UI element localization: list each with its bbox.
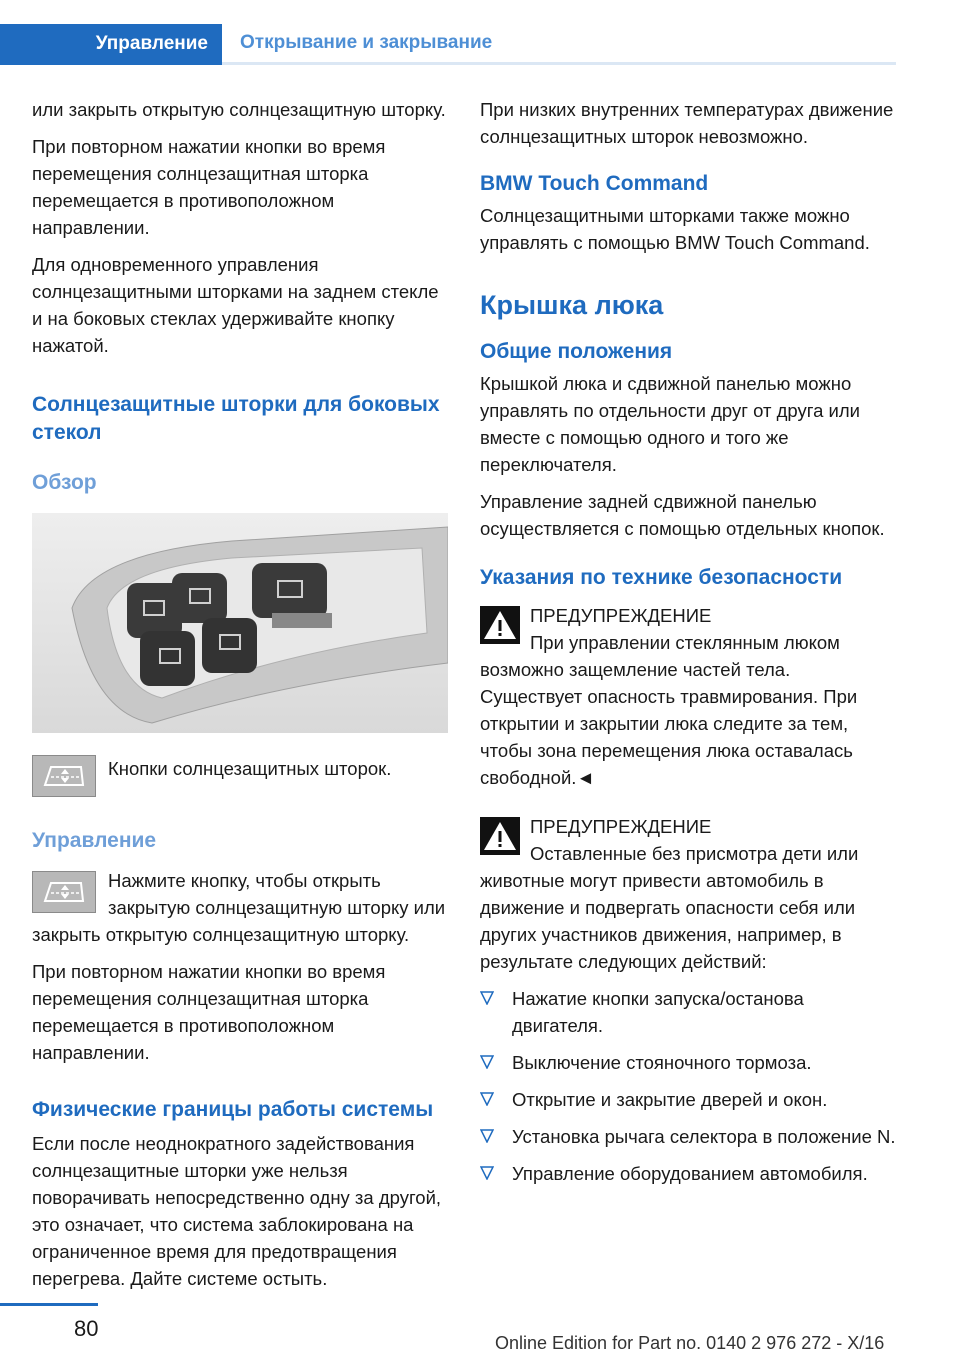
list-item bbox=[480, 985, 896, 1039]
chapter-heading: Крышка люка bbox=[480, 290, 664, 320]
page-number: 80 bbox=[74, 1316, 99, 1341]
list-item bbox=[480, 1086, 896, 1113]
window-switch-photo bbox=[32, 513, 448, 733]
paragraph: При повторном нажатии кнопки во время перемещения солнцезащитная шторка перемещается в противоположном направлении. bbox=[32, 136, 386, 238]
subsection-heading: Управление bbox=[32, 829, 157, 852]
triangle-bullet-icon bbox=[480, 1166, 494, 1180]
triangle-bullet-icon bbox=[480, 1092, 494, 1106]
warning-title: ПРЕДУПРЕЖДЕНИЕ bbox=[530, 605, 712, 626]
list-item bbox=[480, 1160, 896, 1187]
paragraph: Для одновременного управления солнцезащитными шторками на заднем стекле и на боковых стеклах удерживайте кнопку нажатой. bbox=[32, 254, 439, 356]
paragraph: Если после неоднократного задействования солнцезащитные шторки уже нельзя поворачивать непосредственно одну за другой, это означает, что система заблокирована на ограниченное время для предотвращения перегрева. Дайте системе остыть. bbox=[32, 1133, 442, 1289]
left-column bbox=[32, 96, 448, 1302]
section-heading: Указания по технике безопасности bbox=[480, 566, 843, 589]
triangle-bullet-icon bbox=[480, 991, 494, 1005]
triangle-bullet-icon bbox=[480, 1055, 494, 1069]
warning-title: ПРЕДУПРЕЖДЕНИЕ bbox=[530, 816, 712, 837]
section-heading: Общие положения bbox=[480, 340, 673, 363]
list-item bbox=[480, 1049, 896, 1076]
tab-inactive: Открывание и закрывание bbox=[240, 32, 493, 53]
edition-footer: Online Edition for Part no. 0140 2 976 272 - X/16 bbox=[495, 1333, 885, 1353]
paragraph: При низких внутренних температурах движение солнцезащитных шторок невозможно. bbox=[480, 99, 894, 147]
sunblind-button-icon bbox=[32, 755, 96, 797]
tab-active: Управление bbox=[0, 24, 222, 65]
right-column bbox=[480, 96, 896, 1197]
paragraph: Солнцезащитными шторками также можно управлять с помощью BMW Touch Command. bbox=[480, 205, 870, 253]
paragraph: Нажмите кнопку, чтобы открыть закрытую солнцезащитную шторку или закрыть открытую солнцезащитную шторку. bbox=[32, 870, 446, 945]
caption: Кнопки солнцезащитных шторок. bbox=[108, 758, 392, 779]
list-item bbox=[480, 1123, 896, 1150]
switch-panel-illustration bbox=[32, 513, 448, 733]
paragraph: или закрыть открытую солнцезащитную шторку. bbox=[32, 99, 446, 120]
section-heading: Солнцезащитные шторки для боковых стекол bbox=[32, 393, 440, 444]
section-heading: BMW Touch Command bbox=[480, 172, 709, 195]
sunblind-button-icon bbox=[32, 871, 96, 913]
warning-text: Оставленные без присмотра дети или животные могут привести автомобиль в движение и подвергать опасности себя или других участников движения, например, в результате следующих действий: bbox=[480, 843, 859, 972]
list-item-text: Открытие и закрытие дверей и окон. bbox=[512, 1089, 828, 1110]
paragraph: Управление задней сдвижной панелью осуществляется с помощью отдельных кнопок. bbox=[480, 491, 885, 539]
list-item-text: Установка рычага селектора в положение N. bbox=[512, 1126, 896, 1147]
subsection-heading: Обзор bbox=[32, 471, 97, 494]
warning-text: При управлении стеклянным люком возможно защемление частей тела. Существует опасность травмирования. При открытии и закрытии люка следите за тем, чтобы зона перемещения люка оставалась свободной.◄ bbox=[480, 632, 858, 788]
paragraph: Крышкой люка и сдвижной панелью можно управлять по отдельности друг от друга или вместе с помощью одного и того же переключателя. bbox=[480, 373, 860, 475]
warning-icon bbox=[480, 606, 520, 644]
page-number-rule bbox=[0, 1303, 98, 1306]
section-heading: Физические границы работы системы bbox=[32, 1098, 434, 1121]
list-item-text: Управление оборудованием автомобиля. bbox=[512, 1163, 868, 1184]
paragraph: При повторном нажатии кнопки во время перемещения солнцезащитная шторка перемещается в противоположном направлении. bbox=[32, 961, 386, 1063]
triangle-bullet-icon bbox=[480, 1129, 494, 1143]
list-item-text: Выключение стояночного тормоза. bbox=[512, 1052, 812, 1073]
list-item-text: Нажатие кнопки запуска/останова двигателя. bbox=[512, 988, 804, 1036]
warning-icon bbox=[480, 817, 520, 855]
